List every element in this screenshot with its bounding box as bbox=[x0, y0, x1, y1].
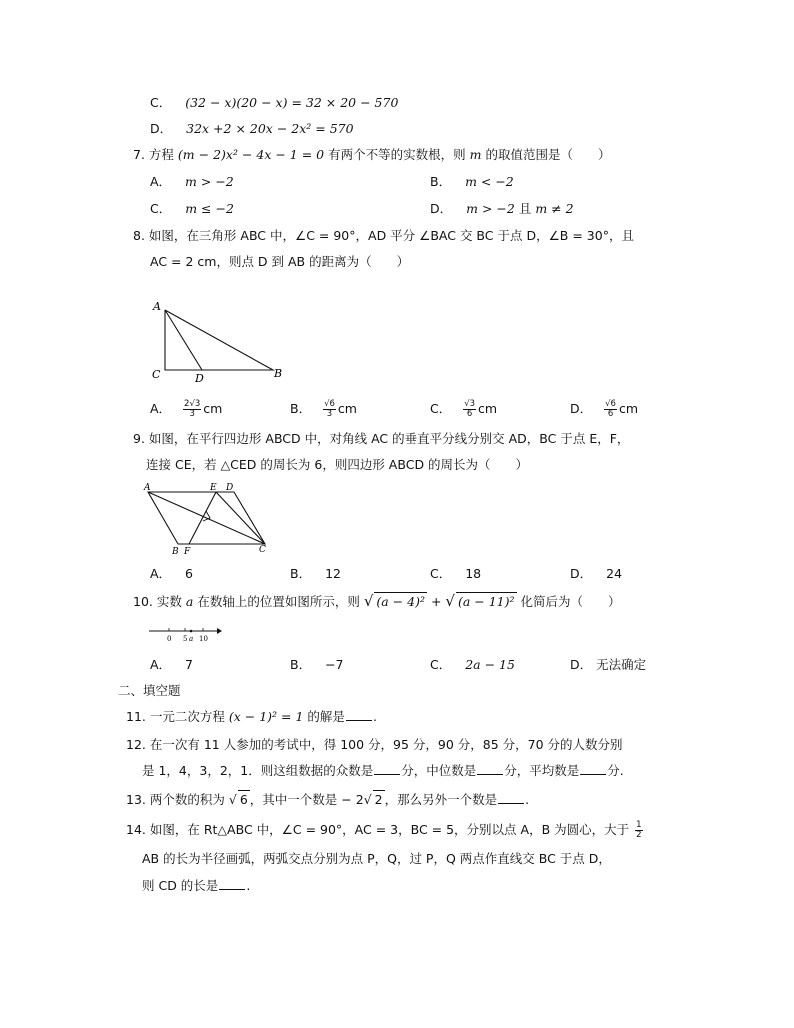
tick-label-a: a bbox=[189, 635, 194, 643]
q14-text: 如图，在 Rt△ABC 中，∠C = 90°，AC = 3，BC = 5，分别以点 A，B 为圆心，大于 bbox=[149, 822, 630, 837]
q10-option-d-text: 无法确定 bbox=[596, 657, 647, 672]
q7-option-c-text: m ≤ −2 bbox=[185, 201, 234, 216]
q8-option-b-fraction: $\frac{√6}{3}$ bbox=[324, 399, 335, 419]
radical-sign: √ bbox=[363, 792, 372, 807]
q9-option-c-text: 18 bbox=[465, 566, 482, 581]
q9-option-c bbox=[430, 565, 481, 583]
unit: cm bbox=[478, 401, 498, 416]
q6-option-c bbox=[150, 94, 398, 112]
q10-stem bbox=[133, 592, 621, 611]
option-letter: D． bbox=[570, 657, 593, 672]
q7-option-d-and: 且 bbox=[518, 201, 532, 216]
q6-option-c-text: (32 − x)(20 − x) = 32 × 20 − 570 bbox=[185, 95, 399, 110]
q13-text: ，其中一个数是 bbox=[249, 792, 338, 807]
q12-text: 分，中位数是 bbox=[401, 763, 477, 778]
segment-ce bbox=[216, 492, 265, 544]
q7-option-d-text2: m ≠ 2 bbox=[535, 201, 574, 216]
q12-stem-line2 bbox=[142, 762, 624, 780]
option-letter: D． bbox=[570, 401, 593, 416]
q10-number-line bbox=[145, 624, 225, 644]
q9-option-a-text: 6 bbox=[185, 566, 193, 581]
answer-blank-median[interactable] bbox=[477, 762, 503, 775]
section-title: 二、填空题 bbox=[118, 683, 181, 698]
q8-text: 如图，在三角形 ABC 中，∠C = 90°，AD 平分 ∠BAC 交 BC 于点 D，∠B = 30°，且 bbox=[148, 228, 634, 243]
tick-label-0: 0 bbox=[167, 635, 172, 643]
period: . bbox=[525, 792, 530, 807]
option-letter: C． bbox=[430, 401, 452, 416]
segment-ef bbox=[189, 492, 216, 544]
label-a: A bbox=[153, 300, 161, 313]
q9-text: 如图，在平行四边形 ABCD 中，对角线 AC 的垂直平分线分别交 AD，BC 于点 E，F， bbox=[148, 431, 630, 446]
q10-radicand-1: (a − 4)² bbox=[376, 594, 425, 609]
answer-blank[interactable] bbox=[346, 708, 372, 721]
question-number: 14. bbox=[126, 822, 146, 837]
option-letter: C． bbox=[150, 201, 172, 216]
option-letter: B． bbox=[290, 657, 312, 672]
question-number: 12. bbox=[126, 737, 146, 752]
answer-blank-mode[interactable] bbox=[374, 762, 400, 775]
q7-option-b-text: m < −2 bbox=[465, 174, 514, 189]
q13-text: ，那么另外一个数是 bbox=[384, 792, 498, 807]
q9-stem-line1 bbox=[133, 430, 629, 448]
radical-sign: √ bbox=[363, 592, 374, 610]
triangle-abc bbox=[165, 310, 273, 370]
option-letter: D． bbox=[430, 201, 453, 216]
question-number: 11. bbox=[126, 709, 146, 724]
diagonal-ac bbox=[148, 492, 265, 544]
q6-option-d bbox=[150, 120, 354, 138]
unit: cm bbox=[203, 401, 223, 416]
q10-option-b bbox=[290, 656, 344, 674]
option-letter: B． bbox=[290, 566, 312, 581]
q8-text: AC = 2 cm，则点 D 到 AB 的距离为（ ） bbox=[150, 254, 410, 269]
point-a bbox=[190, 630, 193, 633]
q8-option-d-fraction: $\frac{√6}{6}$ bbox=[605, 399, 616, 419]
tick-label-10: 10 bbox=[199, 635, 208, 643]
q9-option-a bbox=[150, 565, 193, 583]
label-e: E bbox=[210, 483, 217, 493]
q9-option-b bbox=[290, 565, 341, 583]
answer-blank[interactable] bbox=[498, 791, 524, 804]
q8-stem-line1 bbox=[133, 227, 634, 245]
q8-triangle-figure bbox=[145, 296, 295, 386]
unit: cm bbox=[337, 401, 357, 416]
q7-option-d bbox=[430, 200, 574, 218]
option-letter: A． bbox=[150, 174, 172, 189]
label-b: B bbox=[274, 367, 283, 380]
label-b: B bbox=[172, 547, 179, 557]
q14-stem-line2 bbox=[142, 850, 611, 868]
q10-option-c bbox=[430, 656, 515, 674]
option-letter: B． bbox=[290, 401, 312, 416]
segment-ad bbox=[165, 310, 202, 370]
option-letter: C． bbox=[430, 657, 452, 672]
q7-option-d-text: m > −2 bbox=[466, 201, 515, 216]
question-number: 9. bbox=[133, 431, 145, 446]
option-letter: C． bbox=[150, 95, 172, 110]
axis-arrow-icon bbox=[217, 628, 222, 634]
period: . bbox=[246, 878, 251, 893]
q13-stem bbox=[126, 790, 529, 809]
q7-option-a bbox=[150, 173, 234, 191]
q12-text: 分，平均数是 bbox=[504, 763, 580, 778]
q13-text: 两个数的积为 bbox=[149, 792, 225, 807]
q12-stem-line1 bbox=[126, 736, 623, 754]
question-number: 13. bbox=[126, 792, 146, 807]
option-letter: A． bbox=[150, 401, 172, 416]
label-c: C bbox=[259, 545, 266, 555]
q10-option-a-text: 7 bbox=[185, 657, 193, 672]
q12-text: 是 1，4，3，2，1．则这组数据的众数是 bbox=[142, 763, 374, 778]
q7-text: 有两个不等的实数根，则 bbox=[328, 147, 466, 162]
q7-stem bbox=[133, 146, 610, 164]
q10-text: 在数轴上的位置如图所示，则 bbox=[197, 594, 360, 609]
q14-fraction-half: $\frac{1}{2}$ bbox=[636, 820, 642, 840]
q11-equation: (x − 1)² = 1 bbox=[228, 709, 304, 724]
q14-text: 则 CD 的长是 bbox=[142, 878, 219, 893]
plus-sign: + bbox=[430, 594, 442, 609]
option-letter: A． bbox=[150, 566, 172, 581]
q11-stem bbox=[126, 708, 377, 726]
q9-option-d bbox=[570, 565, 622, 583]
q8-option-c bbox=[430, 398, 497, 420]
question-number: 10. bbox=[133, 594, 153, 609]
q10-option-a bbox=[150, 656, 193, 674]
q9-parallelogram-figure bbox=[140, 480, 275, 558]
q11-text: 的解是 bbox=[307, 709, 345, 724]
label-c: C bbox=[152, 368, 161, 381]
q9-stem-line2 bbox=[146, 456, 528, 474]
q11-text: 一元二次方程 bbox=[149, 709, 225, 724]
q7-option-c bbox=[150, 200, 234, 218]
q7-text: 方程 bbox=[148, 147, 174, 162]
answer-blank-mean[interactable] bbox=[580, 762, 606, 775]
q10-text: 化简后为（ ） bbox=[520, 594, 621, 609]
question-number: 7. bbox=[133, 147, 145, 162]
unit: cm bbox=[618, 401, 639, 416]
option-letter: C． bbox=[430, 566, 452, 581]
q13-negative-coefficient: − 2 bbox=[341, 792, 364, 807]
q8-option-b bbox=[290, 398, 357, 420]
label-d: D bbox=[226, 483, 234, 493]
label-f: F bbox=[184, 547, 191, 557]
q10-variable: a bbox=[185, 594, 194, 609]
option-letter: A． bbox=[150, 657, 172, 672]
q14-text: AB 的长为半径画弧，两弧交点分别为点 P，Q，过 P，Q 两点作直线交 BC 于点 D， bbox=[142, 851, 611, 866]
period: . bbox=[372, 709, 377, 724]
q6-option-d-text: 32x +2 × 20x − 2x² = 570 bbox=[186, 121, 354, 136]
q10-radicand-2: (a − 11)² bbox=[457, 594, 515, 609]
option-letter: D． bbox=[150, 121, 173, 136]
q13-radicand-6: 6 bbox=[239, 792, 248, 807]
q10-option-b-text: −7 bbox=[325, 657, 344, 672]
q8-stem-line2 bbox=[150, 253, 409, 271]
q14-stem-line1 bbox=[126, 821, 645, 840]
q8-option-c-fraction: $\frac{√3}{6}$ bbox=[464, 399, 476, 419]
q7-variable: m bbox=[469, 147, 482, 162]
q8-option-a bbox=[150, 398, 222, 420]
q9-text: 连接 CE，若 △CED 的周长为 6，则四边形 ABCD 的周长为（ ） bbox=[146, 457, 529, 472]
option-letter: D． bbox=[570, 566, 593, 581]
q8-option-a-fraction: $\frac{2√3}{3}$ bbox=[184, 399, 201, 419]
radical-sign: √ bbox=[228, 792, 237, 807]
q9-option-d-text: 24 bbox=[606, 566, 623, 581]
q8-option-d bbox=[570, 398, 638, 420]
q7-option-b bbox=[430, 173, 514, 191]
label-d: D bbox=[195, 372, 204, 385]
label-a: A bbox=[144, 483, 151, 493]
q10-option-d bbox=[570, 656, 646, 674]
q9-option-b-text: 12 bbox=[325, 566, 341, 581]
q10-option-c-text: 2a − 15 bbox=[465, 657, 515, 672]
q7-text: 的取值范围是（ ） bbox=[485, 147, 611, 162]
q7-option-a-text: m > −2 bbox=[185, 174, 234, 189]
q7-equation: (m − 2)x² − 4x − 1 = 0 bbox=[177, 147, 325, 162]
q12-text: 在一次有 11 人参加的考试中，得 100 分，95 分，90 分，85 分，70 分的人数分别 bbox=[149, 737, 623, 752]
answer-blank[interactable] bbox=[219, 877, 245, 890]
q12-text: 分. bbox=[607, 763, 624, 778]
radical-sign: √ bbox=[445, 592, 455, 610]
q14-stem-line3 bbox=[142, 877, 250, 895]
q13-radicand-2: 2 bbox=[374, 792, 383, 807]
question-number: 8. bbox=[133, 228, 145, 243]
q10-text: 实数 bbox=[156, 594, 182, 609]
option-letter: B． bbox=[430, 174, 452, 189]
tick-label-5: 5 bbox=[183, 635, 188, 643]
